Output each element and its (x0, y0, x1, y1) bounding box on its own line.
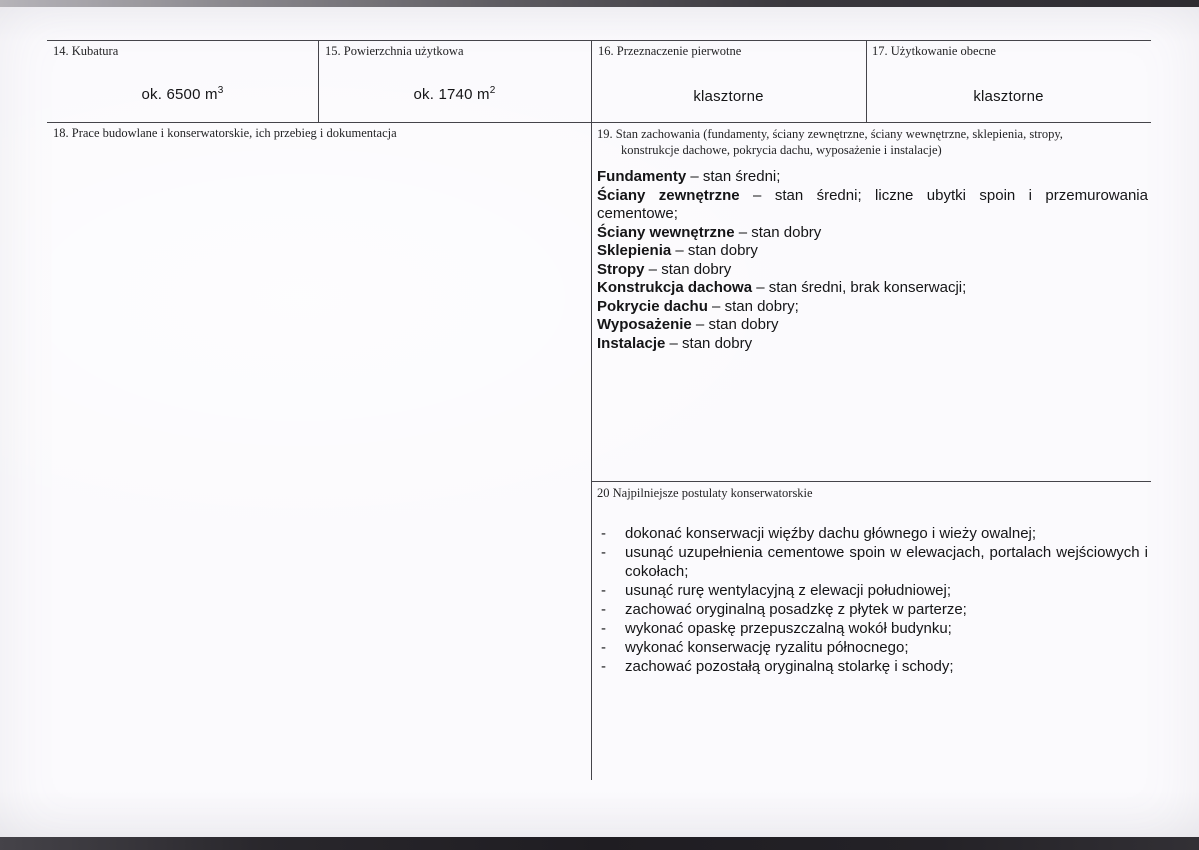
condition-item-stropy (597, 261, 1148, 280)
section-19-label (597, 126, 1145, 158)
postulate-text: zachować oryginalną posadzkę z płytek w parterze; (625, 601, 967, 618)
field-16-value: klasztorne (693, 88, 764, 105)
field-14-label: 14. Kubatura (53, 44, 119, 58)
condition-item-fundamenty (597, 168, 1148, 187)
condition-item-sciany-zewnetrzne (597, 187, 1148, 224)
scan-edge-top (0, 0, 1199, 7)
postulates-list (597, 524, 1148, 676)
list-dash: - (601, 601, 606, 618)
field-17-value: klasztorne (973, 88, 1044, 105)
postulate-item (597, 543, 1148, 581)
field-14-value-sup: 3 (217, 85, 224, 96)
condition-term: Fundamenty (597, 168, 687, 185)
field-14-value (47, 86, 318, 103)
section-20-label: 20 Najpilniejsze postulaty konserwatorskie (597, 486, 813, 500)
field-14-value-text: ok. 6500 m (141, 86, 218, 103)
condition-term: Ściany wewnętrzne (597, 223, 735, 241)
condition-term: Instalacje (597, 334, 666, 352)
list-dash: - (601, 582, 606, 599)
condition-list (597, 168, 1148, 353)
condition-item-pokrycie-dachu (597, 298, 1148, 317)
table-border-top (47, 40, 1151, 41)
condition-term: Wyposażenie (597, 316, 692, 333)
postulate-text: wykonać opaskę przepuszczalną wokół budynku; (625, 620, 952, 637)
postulate-text: wykonać konserwację ryzalitu północnego; (625, 639, 909, 656)
postulate-item (597, 619, 1148, 638)
list-dash: - (601, 620, 606, 637)
table-border-row1-bottom (47, 122, 1151, 123)
condition-text: – stan dobry (734, 223, 822, 241)
list-dash: - (601, 544, 606, 561)
field-15-value-text: ok. 1740 m (413, 86, 490, 103)
field-15-label: 15. Powierzchnia użytkowa (325, 44, 464, 58)
list-dash: - (601, 658, 606, 675)
field-15-value-sup: 2 (489, 85, 496, 96)
scan-edge-bottom (0, 837, 1199, 850)
condition-term: Konstrukcja dachowa (597, 279, 753, 296)
condition-text: – stan dobry (644, 260, 732, 278)
condition-term: Ściany zewnętrzne (597, 186, 740, 204)
condition-item-sklepienia (597, 242, 1148, 261)
field-17-label: 17. Użytkowanie obecne (872, 44, 996, 58)
field-16-label: 16. Przeznaczenie pierwotne (598, 44, 742, 58)
condition-text: – stan średni, brak konserwacji; (752, 279, 967, 296)
postulate-text: zachować pozostałą oryginalną stolarkę i schody; (625, 658, 954, 675)
postulate-item (597, 600, 1148, 619)
section-18-label: 18. Prace budowlane i konserwatorskie, ich przebieg i dokumentacja (53, 126, 397, 140)
condition-item-konstrukcja-dachowa (597, 279, 1148, 298)
postulate-text: usunąć uzupełnienia cementowe spoin w elewacjach, portalach wejściowych i cokołach; (625, 544, 1148, 580)
table-border-col-14-15 (318, 40, 319, 122)
condition-text: – stan dobry; (707, 297, 799, 315)
list-dash: - (601, 639, 606, 656)
condition-text: – stan dobry (665, 334, 753, 352)
condition-text: – stan dobry (671, 242, 758, 259)
condition-term: Sklepienia (597, 242, 672, 259)
table-border-col-16-17 (866, 40, 867, 122)
table-border-19-20 (591, 481, 1151, 482)
condition-term: Stropy (597, 260, 645, 278)
condition-item-sciany-wewnetrzne (597, 224, 1148, 243)
postulate-item (597, 638, 1148, 657)
postulate-text: usunąć rurę wentylacyjną z elewacji południowej; (625, 582, 952, 599)
condition-text: – stan średni; liczne ubytki spoin i przemurowania cementowe; (597, 186, 1148, 222)
table-border-center-column (591, 40, 592, 780)
postulate-item (597, 581, 1148, 600)
postulate-text: dokonać konserwacji więźby dachu głównego i wieży owalnej; (625, 525, 1037, 542)
condition-text: – stan średni; (686, 168, 781, 185)
condition-term: Pokrycie dachu (597, 297, 708, 315)
section-19-label-line2: konstrukcje dachowe, pokrycia dachu, wyposażenie i instalacje) (621, 143, 942, 157)
condition-text: – stan dobry (691, 316, 779, 333)
condition-item-instalacje (597, 335, 1148, 354)
section-19-label-line1: 19. Stan zachowania (fundamenty, ściany zewnętrzne, ściany wewnętrzne, sklepienia, stropy, (597, 127, 1063, 141)
list-dash: - (601, 525, 606, 542)
postulate-item (597, 524, 1148, 543)
postulate-item (597, 657, 1148, 676)
field-15-value (318, 86, 591, 103)
condition-item-wyposazenie (597, 316, 1148, 335)
